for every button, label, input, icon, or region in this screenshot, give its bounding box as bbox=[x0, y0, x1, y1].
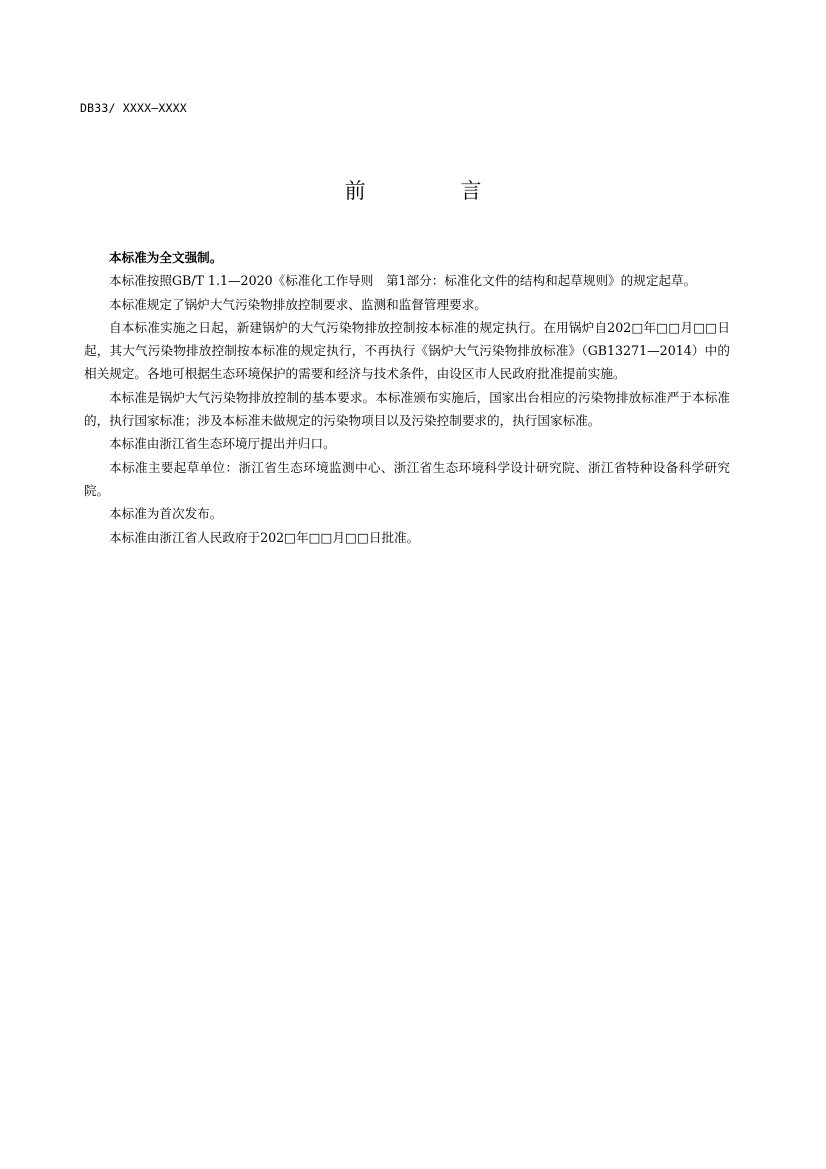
paragraph-drafting-rules: 本标准按照GB/T 1.1—2020《标准化工作导则 第1部分：标准化文件的结构和起草规则》的规定起草。 bbox=[109, 273, 697, 289]
paragraph-approval: 本标准由浙江省人民政府于202□年□□月□□日批准。 bbox=[109, 529, 420, 545]
paragraph-proposer: 本标准由浙江省生态环境厅提出并归口。 bbox=[109, 436, 336, 452]
paragraph-scope: 本标准规定了锅炉大气污染物排放控制要求、监测和监督管理要求。 bbox=[109, 296, 487, 312]
paragraph-implementation: 自本标准实施之日起，新建锅炉的大气污染物排放控制按本标准的规定执行。在用锅炉自202□年□□月□□日起，其大气污染物排放控制按本标准的规定执行，不再执行《锅炉大气污染物排放标准》（GB13271—2014）中的相关规定。各地可根据生态环境保护的需要和经济与技术条件，由设区市人民政府批准提前实施。 bbox=[84, 319, 730, 382]
mandatory-statement: 本标准为全文强制。 bbox=[109, 250, 223, 265]
paragraph-first-release: 本标准为首次发布。 bbox=[109, 506, 223, 522]
page-title: 前 言 bbox=[344, 179, 526, 203]
paragraph-basic-requirements: 本标准是锅炉大气污染物排放控制的基本要求。本标准颁布实施后，国家出台相应的污染物排放标准严于本标准的，执行国家标准；涉及本标准未做规定的污染物项目以及污染控制要求的，执行国家标准。 bbox=[84, 389, 730, 429]
foreword-body bbox=[84, 246, 730, 549]
standard-code: DB33/ XXXX—XXXX bbox=[80, 101, 187, 115]
paragraph-drafting-units: 本标准主要起草单位：浙江省生态环境监测中心、浙江省生态环境科学设计研究院、浙江省特种设备科学研究院。 bbox=[84, 459, 730, 498]
